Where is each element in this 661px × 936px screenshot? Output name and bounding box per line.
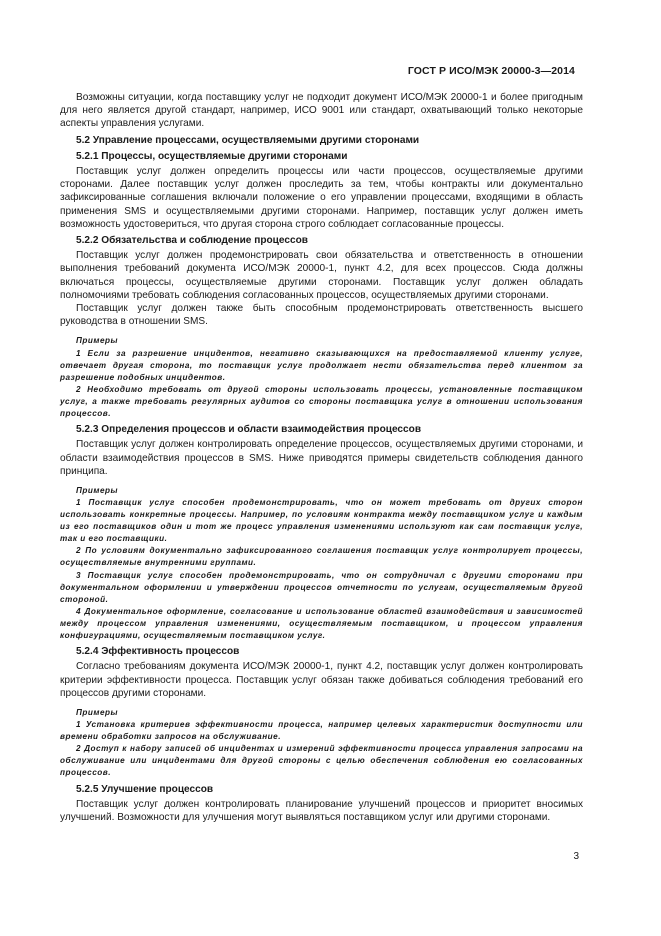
- section-5-2-4-examples: [60, 707, 583, 780]
- section-5-2-2-paragraph-1: Поставщик услуг должен продемонстрировать свои обязательства и ответственность в отношении выполнения требований документа ИСО/МЭК 20000-1, пункт 4.2, для всех процессов. Сюда должны включаться процессы, осуществляемые другими сторонами. Поставщик услуг должен обладать полномочиями требовать соблюдения согласованных процессов, осуществляемых другими сторонами.: [60, 250, 583, 301]
- section-5-2-3-title: 5.2.3 Определения процессов и области взаимодействия процессов: [76, 424, 422, 436]
- examples-heading: Примеры: [76, 485, 118, 495]
- section-5-2-title: 5.2 Управление процессами, осуществляемыми другими сторонами: [76, 134, 420, 146]
- example-item: 2 По условиям документально зафиксированного соглашения поставщик услуг контролирует процессы, осуществляемые внутренними группами.: [60, 546, 583, 568]
- example-item: 2 Необходимо требовать от другой стороны использовать процессы, установленные поставщиком услуг, а также требовать регулярных аудитов со стороны поставщика услуг в отношении использования процессов.: [60, 384, 583, 419]
- section-5-2-1-paragraph: Поставщик услуг должен определить процессы или части процессов, осуществляемые другими сторонами. Далее поставщик услуг должен проследить за тем, чтобы контракты или документально зафиксированные соглашения включали положение о его управлении процессами, входящими в область применения SMS и осуществляемыми другими сторонами. Например, поставщик услуг должен иметь возможность удостовериться, что другая сторона строго соблюдает согласованные процессы.: [60, 166, 583, 230]
- section-5-2-2-title: 5.2.2 Обязательства и соблюдение процессов: [76, 235, 308, 247]
- section-5-2-5-paragraph: Поставщик услуг должен контролировать планирование улучшений процессов и приоритет вносимых улучшений. Возможности для улучшения могут выявляться поставщиком услуг или другими сторонами.: [60, 798, 583, 823]
- page-number: 3: [573, 851, 579, 862]
- example-item: 1 Если за разрешение инцидентов, негативно сказывающихся на предоставляемой клиенту услуге, отвечает другая сторона, то поставщик услуг продолжает нести обязательства перед клиентом за разрешение подобных инцидентов.: [60, 348, 583, 382]
- section-5-2-4-title: 5.2.4 Эффективность процессов: [76, 646, 240, 658]
- example-item: 1 Установка критериев эффективности процесса, например целевых характеристик доступности или времени обработки запросов на обслуживание.: [60, 720, 583, 742]
- section-5-2-3-examples: [60, 485, 583, 642]
- examples-heading: Примеры: [76, 707, 118, 717]
- example-item: 1 Поставщик услуг способен продемонстрировать, что он может требовать от других сторон использовать конкретные процессы. Например, по условиям контракта между поставщиком услуг и каждым из его поставщиков один и тот же процесс управления изменениями используют как сам поставщик услуг, так и его поставщики.: [60, 498, 583, 544]
- example-item: 2 Доступ к набору записей об инцидентах и измерений эффективности процесса управления запросами на обслуживание или инцидентами для другой стороны с целью обеспечения соблюдения ею согласованных процессов.: [60, 744, 583, 778]
- examples-heading: Примеры: [76, 336, 118, 346]
- section-5-2-1-title: 5.2.1 Процессы, осуществляемые другими сторонами: [76, 150, 348, 162]
- example-item: 3 Поставщик услуг способен продемонстрировать, что он сотрудничал с другими сторонами при документальном оформлении и утверждении процессов отчетности по услугам, осуществляемым другой стороной.: [60, 570, 583, 604]
- section-5-2-3-paragraph: Поставщик услуг должен контролировать определение процессов, осуществляемых другими сторонами, и области взаимодействия процессов в SMS. Ниже приводятся примеры свидетельств соблюдения данного принципа.: [60, 439, 583, 477]
- page-body: [60, 91, 583, 824]
- intro-paragraph: Возможны ситуации, когда поставщику услуг не подходит документ ИСО/МЭК 20000-1 и более пригодным для него является другой стандарт, например, ИСО 9001 или стандарт, охватывающий только некоторые аспекты управления услугами.: [60, 92, 583, 130]
- section-5-2-5-title: 5.2.5 Улучшение процессов: [76, 783, 214, 795]
- document-header: ГОСТ Р ИСО/МЭК 20000-3—2014: [407, 65, 575, 77]
- section-5-2-4-paragraph: Согласно требованиям документа ИСО/МЭК 20000-1, пункт 4.2, поставщик услуг должен контролировать критерии эффективности процесса. Поставщик услуг обязан также добиваться соблюдения требований его процессов другими сторонами.: [60, 661, 583, 699]
- section-5-2-2-paragraph-2: Поставщик услуг должен также быть способным продемонстрировать ответственность высшего руководства в отношении SMS.: [60, 303, 583, 328]
- section-5-2-2-examples: [60, 335, 583, 420]
- example-item: 4 Документальное оформление, согласование и использование областей взаимодействия и зависимостей между процессом управления изменениями, осуществляемым поставщиком, и процессом управления конфигурациями, осуществляемым поставщиком услуг.: [60, 606, 583, 641]
